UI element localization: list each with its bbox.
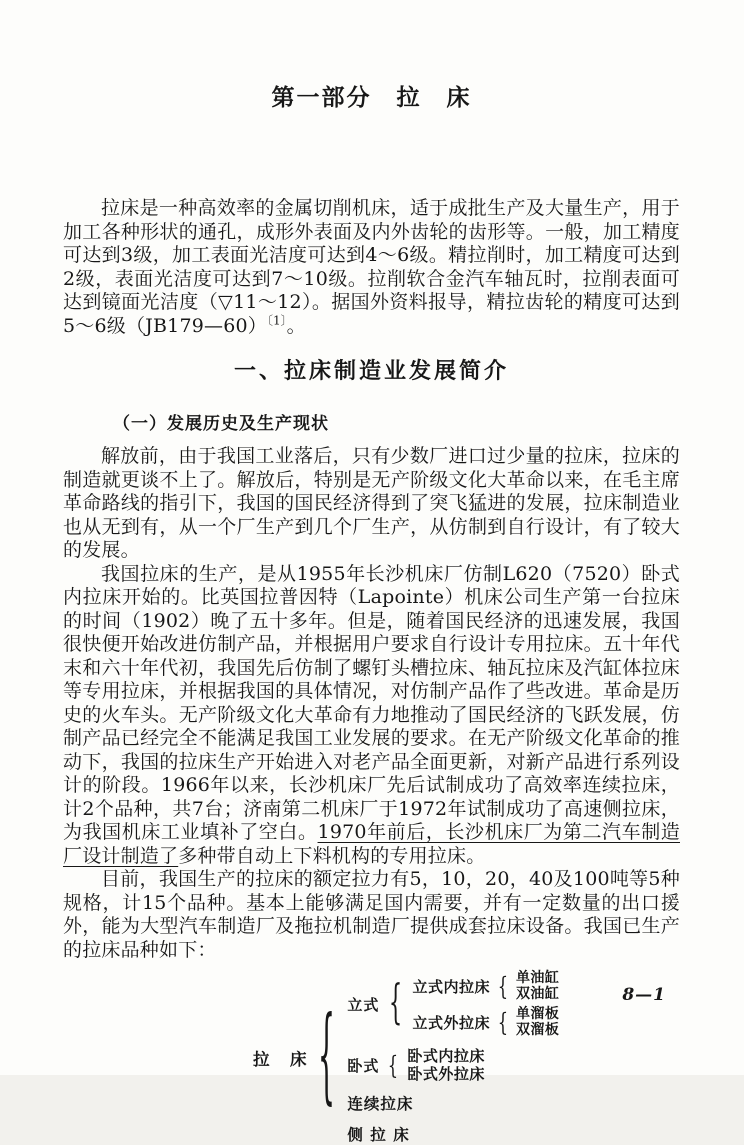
tree-root-brace: {	[317, 996, 335, 1116]
vertical-external-options	[516, 1006, 560, 1038]
option-single-slide: 单溜板	[515, 1006, 560, 1022]
vertical-internal-options	[516, 970, 560, 1002]
branch-side-label: 侧 拉 床	[347, 1125, 410, 1144]
vertical-internal-label: 立式内拉床	[412, 977, 491, 996]
intro-text-end: 。	[286, 314, 306, 337]
option-horizontal-external: 卧式外拉床	[407, 1065, 485, 1083]
paragraph-pre-liberation: 解放前，由于我国工业落后，只有少数厂进口过少量的拉床，拉床的制造就更谈不上了。解放后，特别是无产阶级文化大革命以来，在毛主席革命路线的指引下，我国的国民经济得到了突飞猛进的发展，拉床制造业也从无到有，从一个厂生产到几个厂生产，从仿制到自行设计，有了较大的发展。	[63, 445, 680, 561]
vertical-external-brace: {	[497, 1007, 509, 1037]
tree-branches	[347, 970, 559, 1145]
branch-horizontal	[347, 1047, 484, 1083]
branch-vertical	[347, 970, 559, 1038]
underlined-text: 1970年前后，长沙机床厂为第二汽车制造厂设计制造了	[63, 821, 680, 867]
broach-type-tree-diagram	[253, 970, 680, 1145]
branch-continuous	[347, 1092, 413, 1114]
branch-vertical-brace: {	[389, 976, 403, 1031]
production-history-text: 我国拉床的生产，是从1955年长沙机床厂仿制L620（7520）卧式内拉床开始的。比英国拉普因特（Lapointe）机床公司生产第一台拉床的时间（1902）晚了五十多年。但是，随着国民经济的迅速发展，我国很快便开始改进仿制产品，并根据用户要求自行设计专用拉床。五十年代末和六十年代初，我国先后仿制了螺钉头槽拉床、轴瓦拉床及汽缸体拉床等专用拉床，并根据我国的具体情况，对仿制产品作了些改进。革命是历史的火车头。无产阶级文化大革命有力地推动了国民经济的飞跃发展，仿制产品已经完全不能满足我国工业发展的要求。在无产阶级文化革命的推动下，我国的拉床生产开始进入对老产品全面更新，对新产品进行系列设计的阶段。1966年以来，长沙机床厂先后试制成功了高效率连续拉床，计2个品种，共7台；济南第二机床厂于1972年试制成功了高速侧拉床，为我国机床工业填补了空白。	[63, 562, 680, 843]
production-history-tail: 多种带自动上下料机构的专用拉床。	[178, 844, 486, 867]
branch-side	[347, 1123, 409, 1145]
tree-root-label: 拉 床	[253, 1049, 309, 1069]
intro-text: 拉床是一种高效率的金属切削机床，适于成批生产及大量生产，用于加工各种形状的通孔，成形外表面及内外齿轮的齿形等。一般，加工精度可达到3级，加工表面光洁度可达到4～6级。精拉削时，加工精度可达到2级，表面光洁度可达到7～10级。拉削软合金汽车轴瓦时，拉削表面可达到镜面光洁度（▽11～12）。据国外资料报导，精拉齿轮的精度可达到5～6级（JB179—60）	[63, 197, 680, 337]
option-double-slide: 双溜板	[515, 1022, 560, 1038]
subsection-heading: （一）发展历史及生产现状	[113, 414, 329, 434]
footnote-reference: 〔1〕	[267, 313, 287, 328]
vertical-internal-brace: {	[497, 971, 509, 1001]
section-heading: 一、拉床制造业发展简介	[233, 358, 509, 384]
page-number: 8—1	[622, 985, 666, 1005]
page-title: 第一部分 拉 床	[271, 84, 472, 111]
branch-horizontal-label: 卧式	[347, 1056, 380, 1075]
vertical-external-row	[413, 1006, 560, 1038]
paragraph-production-history	[63, 563, 680, 869]
option-horizontal-internal: 卧式内拉床	[407, 1047, 485, 1065]
option-double-cylinder: 双油缸	[515, 986, 560, 1002]
branch-continuous-label: 连续拉床	[347, 1094, 414, 1113]
option-single-cylinder: 单油缸	[515, 970, 560, 986]
branch-horizontal-brace: {	[388, 1050, 399, 1080]
intro-paragraph	[63, 197, 680, 338]
vertical-external-label: 立式外拉床	[412, 1013, 491, 1032]
vertical-internal-row	[413, 970, 560, 1002]
vertical-children	[413, 970, 560, 1038]
branch-vertical-label: 立式	[347, 995, 380, 1014]
horizontal-options	[407, 1047, 485, 1083]
paragraph-current-status: 目前，我国生产的拉床的额定拉力有5，10，20，40及100吨等5种规格，计15个品种。基本上能够满足国内需要，并有一定数量的出口援外，能为大型汽车制造厂及拖拉机制造厂提供成套拉床设备。我国已生产的拉床品种如下：	[63, 868, 680, 961]
